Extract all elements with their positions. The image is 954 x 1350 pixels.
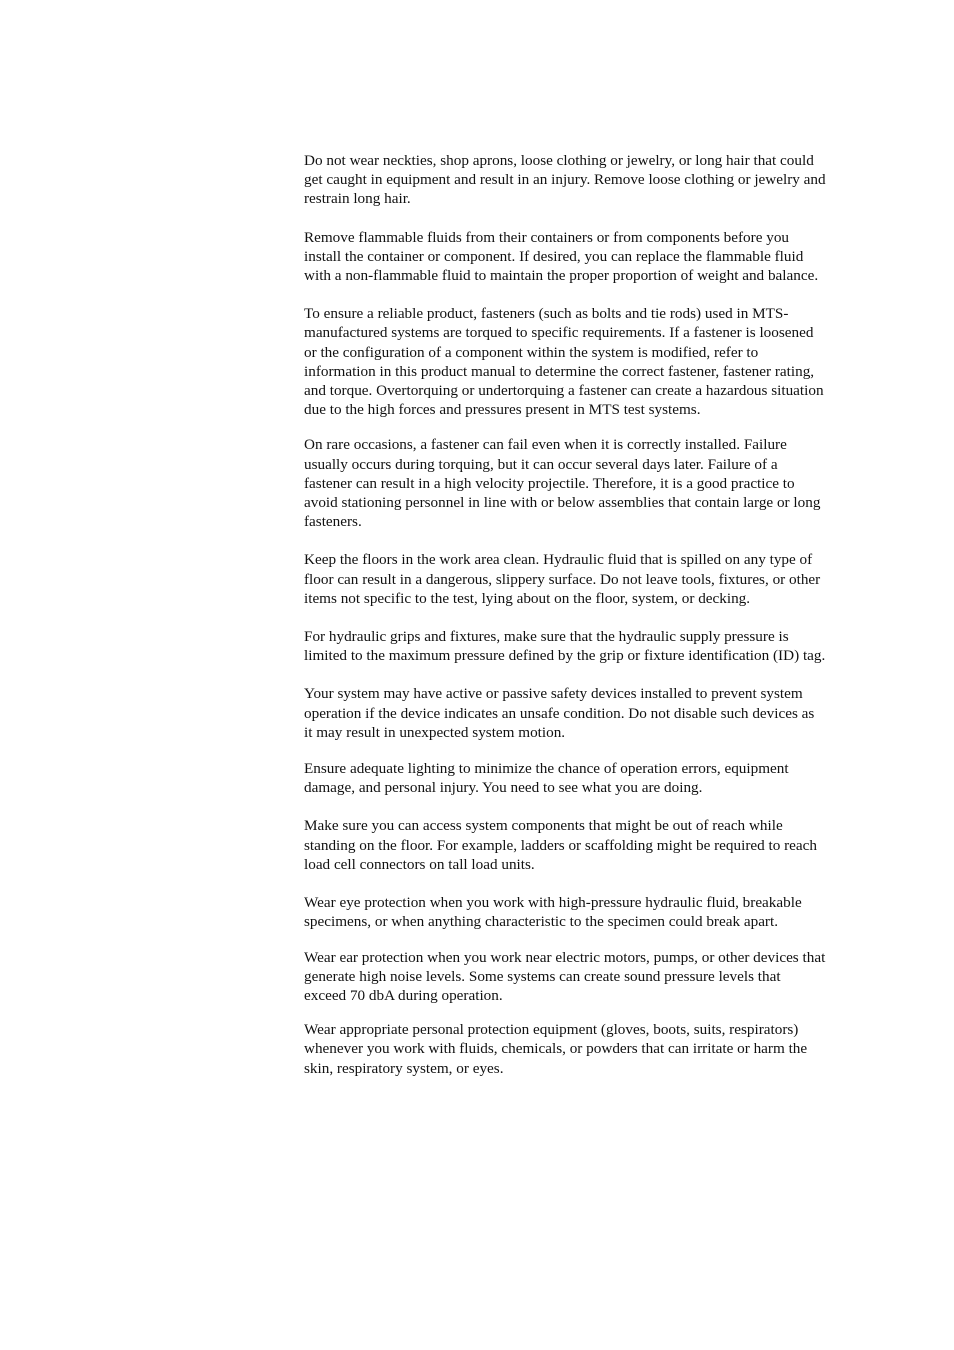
safety-text-column (304, 151, 826, 1078)
paragraph-clean-floors: Keep the floors in the work area clean. Hydraulic fluid that is spilled on any type of floor can result in a dangerous, slippery surface. Do not leave tools, fixtures, or other items not specific to the test, lying about on the floor, system, or decking. (304, 551, 821, 607)
paragraph-loose-clothing: Do not wear neckties, shop aprons, loose clothing or jewelry, or long hair that could get caught in equipment and result in an injury. Remove loose clothing or jewelry and restrain long hair. (304, 152, 826, 208)
paragraph-access-components: Make sure you can access system components that might be out of reach while standing on the floor. For example, ladders or scaffolding might be required to reach load cell connectors on tall load units. (304, 817, 817, 873)
paragraph-fastener-failure: On rare occasions, a fastener can fail even when it is correctly installed. Failure usually occurs during torquing, but it can occur several days later. Failure of a fastener can result in a high velocity projectile. Therefore, it is a good practice to avoid stationing personnel in line with or below assemblies that contain large or long fasteners. (304, 436, 821, 531)
paragraph-personal-protection: Wear appropriate personal protection equipment (gloves, boots, suits, respirators) whenever you work with fluids, chemicals, or powders that can irritate or harm the skin, respiratory system, or eyes. (304, 1021, 808, 1077)
paragraph-lighting: Ensure adequate lighting to minimize the chance of operation errors, equipment damage, and personal injury. You need to see what you are doing. (304, 760, 789, 797)
paragraph-eye-protection: Wear eye protection when you work with high-pressure hydraulic fluid, breakable specimens, or when anything characteristic to the specimen could break apart. (304, 894, 802, 931)
paragraph-safety-devices: Your system may have active or passive safety devices installed to prevent system operation if the device indicates an unsafe condition. Do not disable such devices as it may result in unexpected system motion. (304, 685, 815, 741)
paragraph-hydraulic-grips: For hydraulic grips and fixtures, make sure that the hydraulic supply pressure is limited to the maximum pressure defined by the grip or fixture identification (ID) tag. (304, 628, 826, 665)
paragraph-fastener-torque: To ensure a reliable product, fasteners (such as bolts and tie rods) used in MTS-manufactured systems are torqued to specific requirements. If a fastener is loosened or the configuration of a component within the system is modified, refer to information in this product manual to determine the correct fastener, fastener rating, and torque. Overtorquing or undertorquing a fastener can create a hazardous situation due to the high forces and pressures present in MTS test systems. (304, 305, 824, 419)
paragraph-ear-protection: Wear ear protection when you work near electric motors, pumps, or other devices that generate high noise levels. Some systems can create sound pressure levels that exceed 70 dbA during operation. (304, 948, 826, 1004)
paragraph-flammable-fluids: Remove flammable fluids from their containers or from components before you install the container or component. If desired, you can replace the flammable fluid with a non-flammable fluid to maintain the proper proportion of weight and balance. (304, 228, 819, 285)
